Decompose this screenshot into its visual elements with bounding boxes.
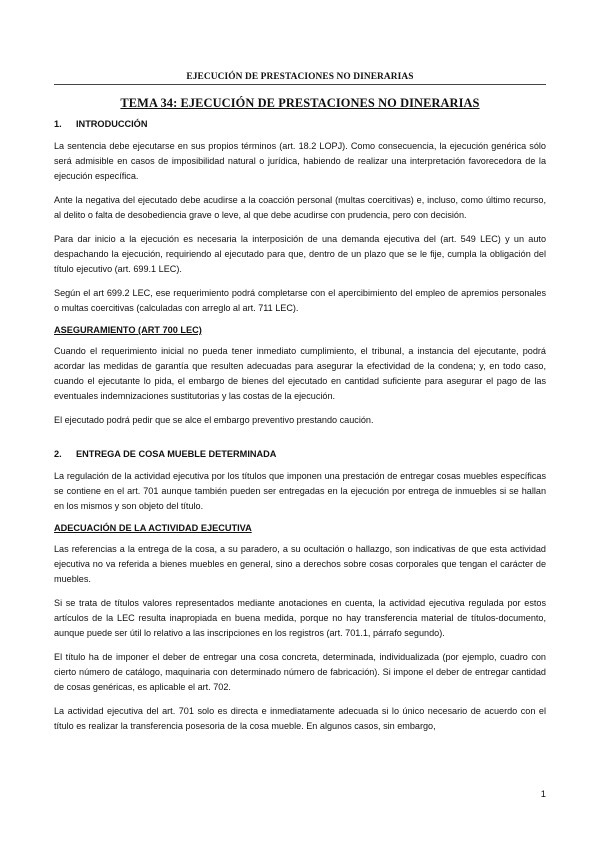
section-gap: [54, 437, 546, 449]
paragraph: Para dar inicio a la ejecución es necesaria la interposición de una demanda ejecutiva del (art. 549 LEC) y un auto despachando la ejecución, requiriendo al ejecutado para que, dentro de un plazo que se le fije, cumpla la obligación del título ejecutivo (art. 699.1 LEC).: [54, 234, 546, 274]
page-number: 1: [540, 789, 546, 800]
paragraph: La actividad ejecutiva del art. 701 solo es directa e inmediatamente adecuada si lo único necesario de acuerdo con el título es realizar la transferencia posesoria de la cosa mueble. En algunos casos, sin embargo,: [54, 706, 546, 731]
section-title: INTRODUCCIÓN: [76, 119, 148, 129]
subheading-aseguramiento: ASEGURAMIENTO (ART 700 LEC): [54, 325, 202, 335]
paragraph: Ante la negativa del ejecutado debe acudirse a la coacción personal (multas coercitivas) e, incluso, como último recurso, al delito o falta de desobediencia grave o leve, al que debe acudirse con prudencia, pero con decisión.: [54, 195, 546, 220]
section-title: ENTREGA DE COSA MUEBLE DETERMINADA: [76, 449, 277, 459]
paragraph: El ejecutado podrá pedir que se alce el embargo preventivo prestando caución.: [54, 415, 374, 425]
header-rule: [54, 84, 546, 85]
subheading-adecuacion: ADECUACIÓN DE LA ACTIVIDAD EJECUTIVA: [54, 523, 252, 533]
page-content: [54, 96, 546, 743]
paragraph: La sentencia debe ejecutarse en sus propios términos (art. 18.2 LOPJ). Como consecuencia, la ejecución genérica sólo será admisible en casos de imposibilidad natural o jurídica, habiendo de realizar una interpretación favorecedora de la ejecución específica.: [54, 141, 546, 181]
section-number: 1.: [54, 119, 62, 129]
document-title: TEMA 34: EJECUCIÓN DE PRESTACIONES NO DINERARIAS: [120, 96, 480, 110]
section-heading-entrega-cosa-mueble: [54, 449, 546, 459]
section-heading-introduccion: [54, 119, 546, 129]
paragraph: Si se trata de títulos valores representados mediante anotaciones en cuenta, la actividad ejecutiva regulada por estos artículos de la LEC resulta inapropiada en buena medida, porque no hay transferencia material de títulos-documento, aunque puede ser útil lo relativo a las inscripciones en los registros (art. 701.1, párrafo segundo).: [54, 598, 546, 638]
paragraph: La regulación de la actividad ejecutiva por los títulos que imponen una prestación de entregar cosas muebles específicas se contiene en el art. 701 aunque también pueden ser entregadas en la ejecución por entrega de inmuebles si se hallan en los mismos y son objeto del título.: [54, 471, 546, 511]
paragraph: Según el art 699.2 LEC, ese requerimiento podrá completarse con el apercibimiento del empleo de apremios personales o multas coercitivas (calculadas con arreglo al art. 711 LEC).: [54, 288, 546, 313]
paragraph: Las referencias a la entrega de la cosa, a su paradero, a su ocultación o hallazgo, son indicativas de que esta actividad ejecutiva no va referida a bienes muebles en general, sino a derechos sobre cosas corporales que tengan el carácter de muebles.: [54, 544, 546, 584]
paragraph: El título ha de imponer el deber de entregar una cosa concreta, determinada, individualizada (por ejemplo, cuadro con cierto número de catálogo, maquinaria con determinado número de fabricación). Si impone el deber de entregar cantidad de cosas genéricas, es aplicable el art. 702.: [54, 652, 546, 692]
section-number: 2.: [54, 449, 62, 459]
paragraph: Cuando el requerimiento inicial no pueda tener inmediato cumplimiento, el tribunal, a instancia del ejecutante, podrá acordar las medidas de garantía que resulten adecuadas para asegurar la efectividad de la condena; y, en todo caso, cuando el ejecutante lo pida, el embargo de bienes del ejecutado en cantidad suficiente para asegurar el pago de las eventuales indemnizaciones sustitutorias y las costas de la ejecución.: [54, 346, 546, 401]
running-header: EJECUCIÓN DE PRESTACIONES NO DINERARIAS: [186, 72, 414, 82]
